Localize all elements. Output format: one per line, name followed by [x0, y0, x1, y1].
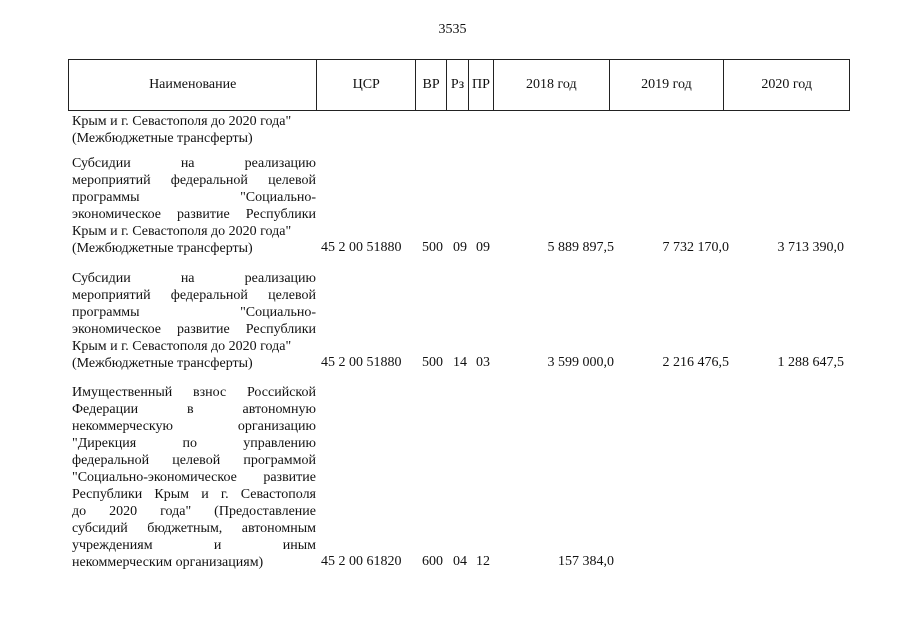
row-name-line: "Дирекция по управлению: [72, 436, 316, 451]
row-name-line: некоммерческую организацию: [72, 419, 316, 434]
row-name-line: Крым и г. Севастополя до 2020 года": [72, 339, 292, 354]
header-pr: ПР: [469, 60, 494, 110]
header-2018: 2018 год: [494, 60, 610, 110]
header-name: Наименование: [69, 60, 317, 110]
row-name-line: программы "Социально-: [72, 305, 316, 320]
row-2019: 2 216 476,5: [662, 355, 729, 370]
row-name-line: Имущественный взнос Российской: [72, 385, 316, 400]
row-2020: 1 288 647,5: [777, 355, 844, 370]
row-2018: 3 599 000,0: [547, 355, 614, 370]
row-name-line: (Межбюджетные трансферты): [72, 241, 253, 256]
row-2020: 3 713 390,0: [777, 240, 844, 255]
row-name-line: экономическое развитие Республики: [72, 322, 316, 337]
row-name-line: программы "Социально-: [72, 190, 316, 205]
row-rz: 04: [453, 554, 467, 569]
row-name-line: федеральной целевой программой: [72, 453, 316, 468]
header-vr: ВР: [416, 60, 447, 110]
row-name-line: Субсидии на реализацию: [72, 271, 316, 286]
row-name-line: экономическое развитие Республики: [72, 207, 316, 222]
row-vr: 600: [422, 554, 443, 569]
row-name-line: некоммерческим организациям): [72, 555, 264, 570]
row-name: [72, 113, 316, 147]
row-csr: 45 2 00 51880: [321, 355, 402, 370]
row-name: [72, 384, 316, 571]
row-name-line: "Социально-экономическое развитие: [72, 470, 316, 485]
row-name-line: субсидий бюджетным, автономным: [72, 521, 316, 536]
row-name: [72, 155, 316, 257]
row-pr: 12: [476, 554, 490, 569]
row-2019: 7 732 170,0: [662, 240, 729, 255]
row-name-line: Крым и г. Севастополя до 2020 года": [72, 114, 292, 129]
row-name-line: мероприятий федеральной целевой: [72, 288, 316, 303]
row-2018: 5 889 897,5: [547, 240, 614, 255]
row-pr: 03: [476, 355, 490, 370]
row-vr: 500: [422, 355, 443, 370]
row-name-line: Крым и г. Севастополя до 2020 года": [72, 224, 292, 239]
row-rz: 09: [453, 240, 467, 255]
row-csr: 45 2 00 61820: [321, 554, 402, 569]
page-number: 3535: [438, 22, 467, 37]
row-name-line: Федерации в автономную: [72, 402, 316, 417]
row-vr: 500: [422, 240, 443, 255]
row-name-line: Субсидии на реализацию: [72, 156, 316, 171]
row-name-line: мероприятий федеральной целевой: [72, 173, 316, 188]
row-name-line: (Межбюджетные трансферты): [72, 356, 253, 371]
header-2020: 2020 год: [761, 77, 812, 92]
row-name-line: до 2020 года" (Предоставление: [72, 504, 316, 519]
row-rz: 14: [453, 355, 467, 370]
row-name-line: Республики Крым и г. Севастополя: [72, 487, 316, 502]
row-pr: 09: [476, 240, 490, 255]
row-name-line: учреждениям и иным: [72, 538, 316, 553]
row-name-line: (Межбюджетные трансферты): [72, 131, 253, 146]
row-name: [72, 270, 316, 372]
row-csr: 45 2 00 51880: [321, 240, 402, 255]
header-2019: 2019 год: [610, 60, 725, 110]
header-rz: Рз: [447, 60, 469, 110]
table-header: [68, 59, 850, 111]
row-2018: 157 384,0: [558, 554, 614, 569]
header-csr: ЦСР: [317, 60, 416, 110]
